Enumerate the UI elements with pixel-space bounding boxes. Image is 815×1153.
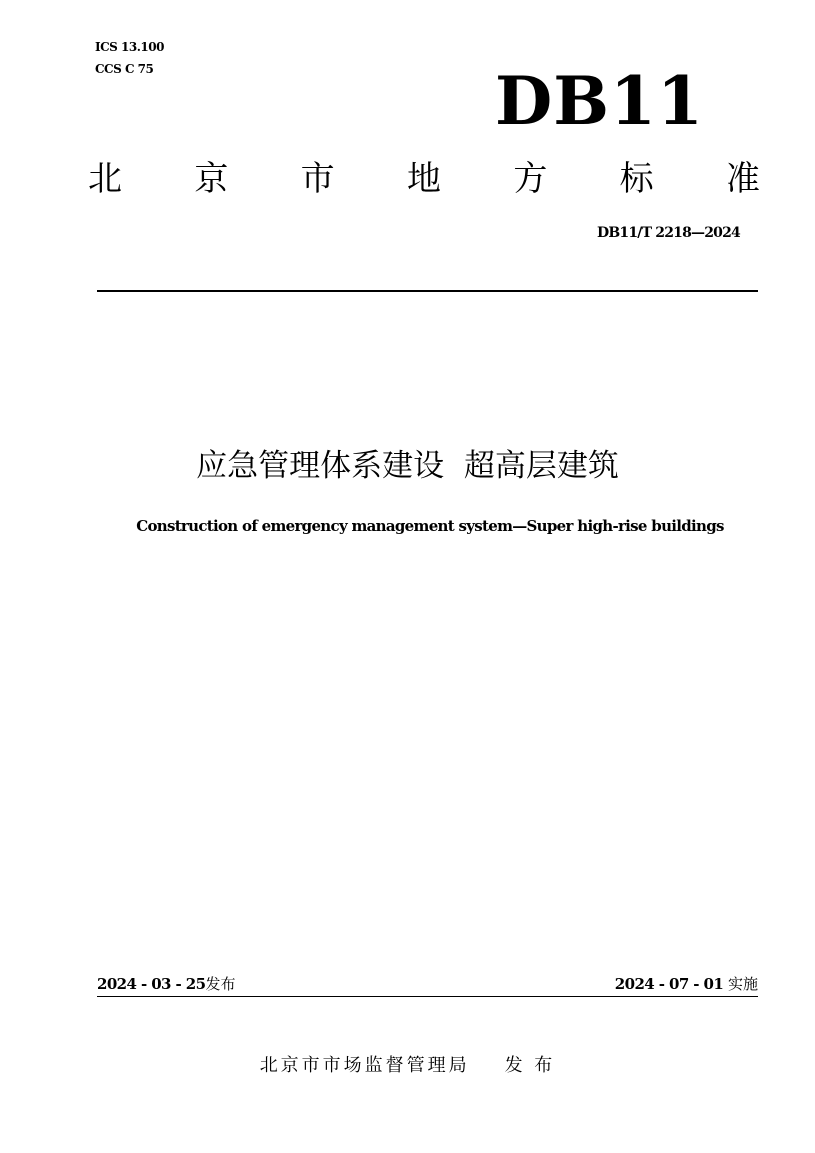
standard-type-char: 市 xyxy=(300,159,335,199)
issue-date: 2024 - 03 - 25 xyxy=(97,975,206,993)
standard-type-char: 地 xyxy=(406,159,441,199)
standard-type-title xyxy=(88,158,760,200)
standard-type-char: 标 xyxy=(619,159,654,199)
chinese-title: 应急管理体系建设 超高层建筑 xyxy=(196,448,619,484)
standard-type-char: 京 xyxy=(194,159,229,199)
issuer-name: 北京市市场监督管理局 xyxy=(259,1055,470,1076)
issue-date-line xyxy=(97,974,235,994)
issuer-action: 发 布 xyxy=(504,1055,556,1076)
footer-divider xyxy=(97,996,758,997)
ics-code: ICS 13.100 xyxy=(95,40,164,54)
standard-type-char: 准 xyxy=(725,159,760,199)
header-divider xyxy=(97,290,758,292)
standard-code: DB11 xyxy=(495,62,704,140)
implement-date: 2024 - 07 - 01 xyxy=(614,975,724,993)
issuer-line xyxy=(0,1054,815,1078)
issue-label: 发布 xyxy=(205,975,236,993)
standard-type-char: 北 xyxy=(88,159,122,199)
standard-type-char: 方 xyxy=(513,159,548,199)
implement-date-line xyxy=(615,974,758,994)
ccs-code: CCS C 75 xyxy=(95,62,154,76)
standard-number: DB11/T 2218—2024 xyxy=(597,225,740,241)
implement-label: 实施 xyxy=(727,975,758,993)
english-title: Construction of emergency management system—Super high-rise buildings xyxy=(136,517,724,535)
